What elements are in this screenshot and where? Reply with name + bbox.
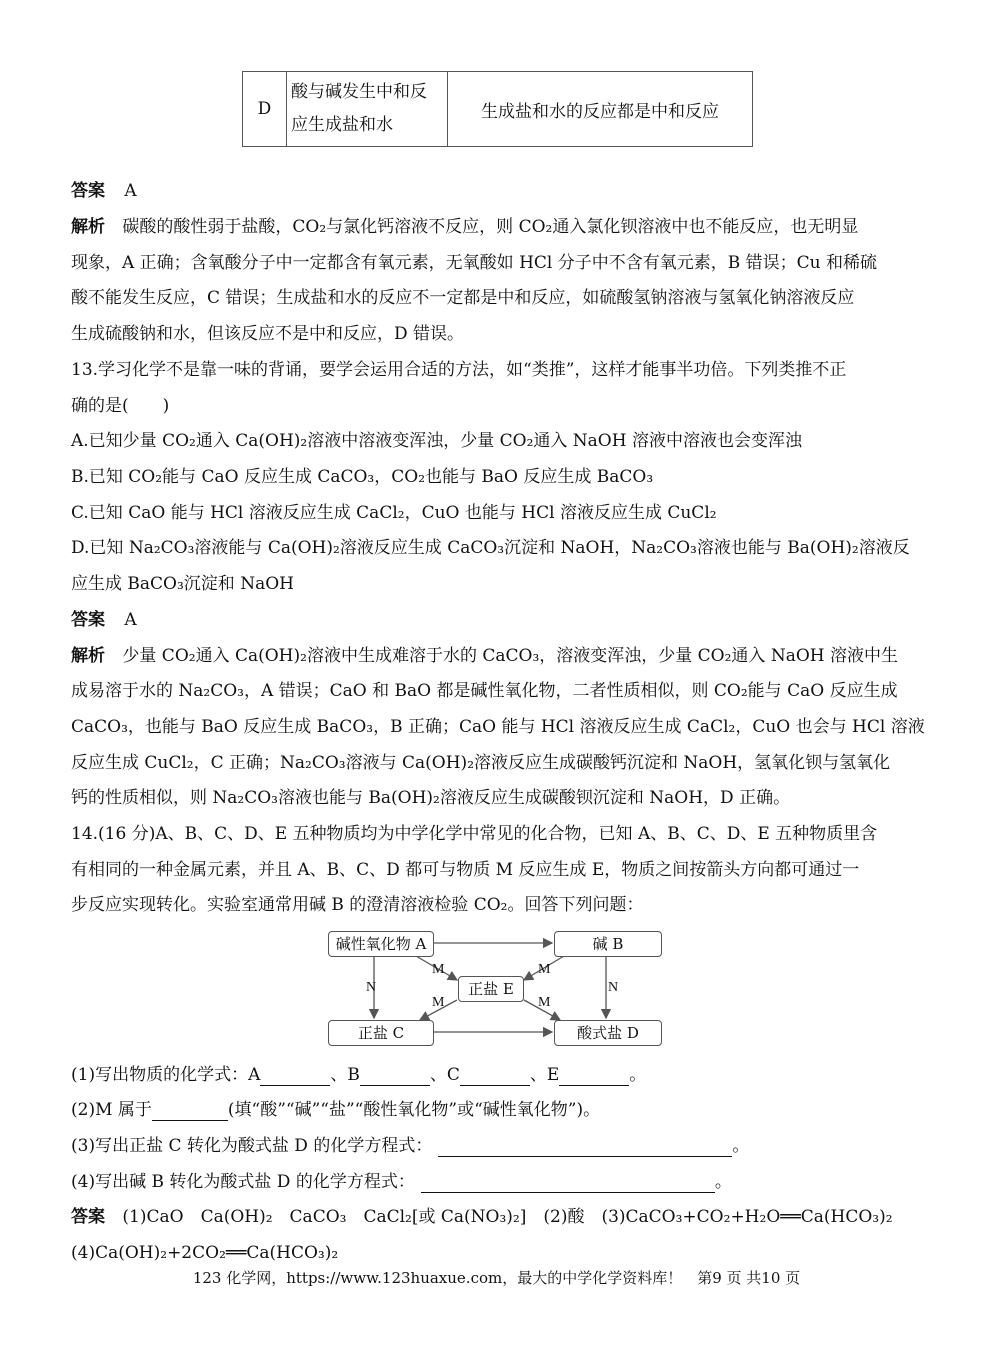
subquestion-text: 。: [629, 1065, 647, 1085]
answer-blank[interactable]: [260, 1067, 330, 1086]
answer-value: (1)CaO Ca(OH)₂ CaCO₃ CaCl₂[或 Ca(NO₃)₂] (2)酸 (3)CaCO₃+CO₂+H₂O══Ca(HCO₃)₂: [122, 1207, 893, 1227]
subquestion-text: (1)写出物质的化学式：A: [71, 1065, 261, 1085]
answer-label: 答案: [71, 610, 105, 630]
answer-row: [71, 609, 137, 631]
label-m: M: [432, 995, 445, 1010]
answer-label: 答案: [71, 1207, 105, 1227]
subquestion-text: (4)写出碱 B 转化为酸式盐 D 的化学方程式：: [71, 1172, 415, 1192]
answer-line: (4)Ca(OH)₂+2CO₂══Ca(HCO₃)₂: [71, 1243, 339, 1263]
option-d: D.已知 Na₂CO₃溶液能与 Ca(OH)₂溶液反应生成 CaCO₃沉淀和 NaOH，Na₂CO₃溶液也能与 Ba(OH)₂溶液反: [71, 538, 910, 558]
label-m: M: [432, 962, 445, 977]
table-cell-conclusion: 生成盐和水的反应都是中和反应: [448, 72, 753, 147]
analysis-line: [71, 216, 858, 238]
answer-row: [71, 1206, 893, 1228]
subquestion-text: 。: [732, 1136, 750, 1156]
analysis-line: 现象，A 正确；含氧酸分子中一定都含有氧元素，无氧酸如 HCl 分子中不含有氧元素，B 错误；Cu 和稀硫: [71, 253, 878, 273]
option-table: [242, 71, 753, 147]
subquestion-text: (2)M 属于: [71, 1100, 152, 1120]
analysis-line: 反应生成 CuCl₂，C 正确；Na₂CO₃溶液与 Ca(OH)₂溶液反应生成碳酸钙沉淀和 NaOH，氢氧化钡与氢氧化: [71, 753, 891, 773]
subquestion-3: [71, 1135, 749, 1157]
analysis-text: 少量 CO₂通入 Ca(OH)₂溶液中生成难溶于水的 CaCO₃，溶液变浑浊，少量 CO₂通入 NaOH 溶液中生: [122, 646, 899, 666]
subquestion-2: [71, 1099, 600, 1121]
analysis-line: 生成硫酸钠和水，但该反应不是中和反应，D 错误。: [71, 324, 465, 344]
analysis-line: CaCO₃，也能与 BaO 反应生成 BaCO₃，B 正确；CaO 能与 HCl 溶液反应生成 CaCl₂，CuO 也会与 HCl 溶液: [71, 717, 925, 737]
box-b: 碱 B: [554, 931, 662, 957]
page-footer: 123 化学网，https://www.123huaxue.com，最大的中学化学资料库！ 第9 页 共10 页: [192, 1269, 801, 1287]
subquestion-text: (填“酸”“碱”“盐”“酸性氧化物”或“碱性氧化物”)。: [227, 1100, 601, 1120]
subquestion-4: [71, 1171, 732, 1193]
option-a: A.已知少量 CO₂通入 Ca(OH)₂溶液中溶液变浑浊，少量 CO₂通入 NaOH 溶液中溶液也会变浑浊: [71, 431, 802, 451]
analysis-line: 成易溶于水的 Na₂CO₃，A 错误；CaO 和 BaO 都是碱性氧化物，二者性质相似，则 CO₂能与 CaO 反应生成: [71, 681, 898, 701]
box-d: 酸式盐 D: [554, 1020, 662, 1046]
question-stem: 13.学习化学不是靠一味的背诵，要学会运用合适的方法，如“类推”，这样才能事半功倍。下列类推不正: [71, 360, 847, 380]
premise-line: 应生成盐和水: [291, 115, 393, 135]
answer-blank[interactable]: [460, 1067, 530, 1086]
label-m: M: [538, 962, 551, 977]
analysis-line: [71, 645, 898, 667]
analysis-line: 钙的性质相似，则 Na₂CO₃溶液也能与 Ba(OH)₂溶液反应生成碳酸钡沉淀和 NaOH，D 正确。: [71, 788, 791, 808]
analysis-text: 碳酸的酸性弱于盐酸，CO₂与氯化钙溶液不反应，则 CO₂通入氯化钡溶液中也不能反应，也无明显: [122, 217, 859, 237]
label-n: N: [366, 980, 377, 995]
question-stem: 步反应实现转化。实验室通常用碱 B 的澄清溶液检验 CO₂。回答下列问题：: [71, 895, 644, 915]
table-cell-premise: [287, 72, 448, 147]
answer-value: A: [124, 610, 137, 630]
table-row: [243, 72, 753, 147]
premise-line: 酸与碱发生中和反: [291, 82, 427, 102]
subquestion-text: (3)写出正盐 C 转化为酸式盐 D 的化学方程式：: [71, 1136, 433, 1156]
answer-blank[interactable]: [559, 1067, 629, 1086]
answer-blank[interactable]: [438, 1138, 732, 1157]
conversion-diagram: [320, 928, 670, 1050]
question-stem: 有相同的一种金属元素，并且 A、B、C、D 都可与物质 M 反应生成 E，物质之间按箭头方向都可通过一: [71, 860, 860, 880]
label-n: N: [608, 980, 619, 995]
answer-blank[interactable]: [421, 1174, 715, 1193]
option-c: C.已知 CaO 能与 HCl 溶液反应生成 CaCl₂，CuO 也能与 HCl 溶液反应生成 CuCl₂: [71, 503, 717, 523]
answer-value: A: [124, 181, 137, 201]
answer-blank[interactable]: [360, 1067, 430, 1086]
answer-label: 答案: [71, 181, 105, 201]
box-a: 碱性氧化物 A: [328, 931, 434, 957]
analysis-label: 解析: [71, 217, 105, 237]
option-d: 应生成 BaCO₃沉淀和 NaOH: [71, 574, 294, 594]
subquestion-text: 、C: [429, 1065, 460, 1085]
table-cell-letter: D: [243, 72, 287, 147]
answer-row: [71, 180, 137, 202]
analysis-line: 酸不能发生反应，C 错误；生成盐和水的反应不一定都是中和反应，如硫酸氢钠溶液与氢氧化钠溶液反应: [71, 288, 855, 308]
subquestion-text: 。: [714, 1172, 732, 1192]
box-c: 正盐 C: [328, 1020, 434, 1046]
option-b: B.已知 CO₂能与 CaO 反应生成 CaCO₃，CO₂也能与 BaO 反应生成 BaCO₃: [71, 467, 654, 487]
analysis-label: 解析: [71, 646, 105, 666]
subquestion-text: 、B: [330, 1065, 360, 1085]
subquestion-1: [71, 1064, 646, 1086]
subquestion-text: 、E: [529, 1065, 560, 1085]
answer-blank[interactable]: [152, 1102, 228, 1121]
label-m: M: [538, 995, 551, 1010]
question-stem: 14.(16 分)A、B、C、D、E 五种物质均为中学化学中常见的化合物，已知 A、B、C、D、E 五种物质里含: [71, 824, 878, 844]
question-stem: 确的是( ): [71, 396, 170, 416]
box-e: 正盐 E: [458, 976, 524, 1002]
